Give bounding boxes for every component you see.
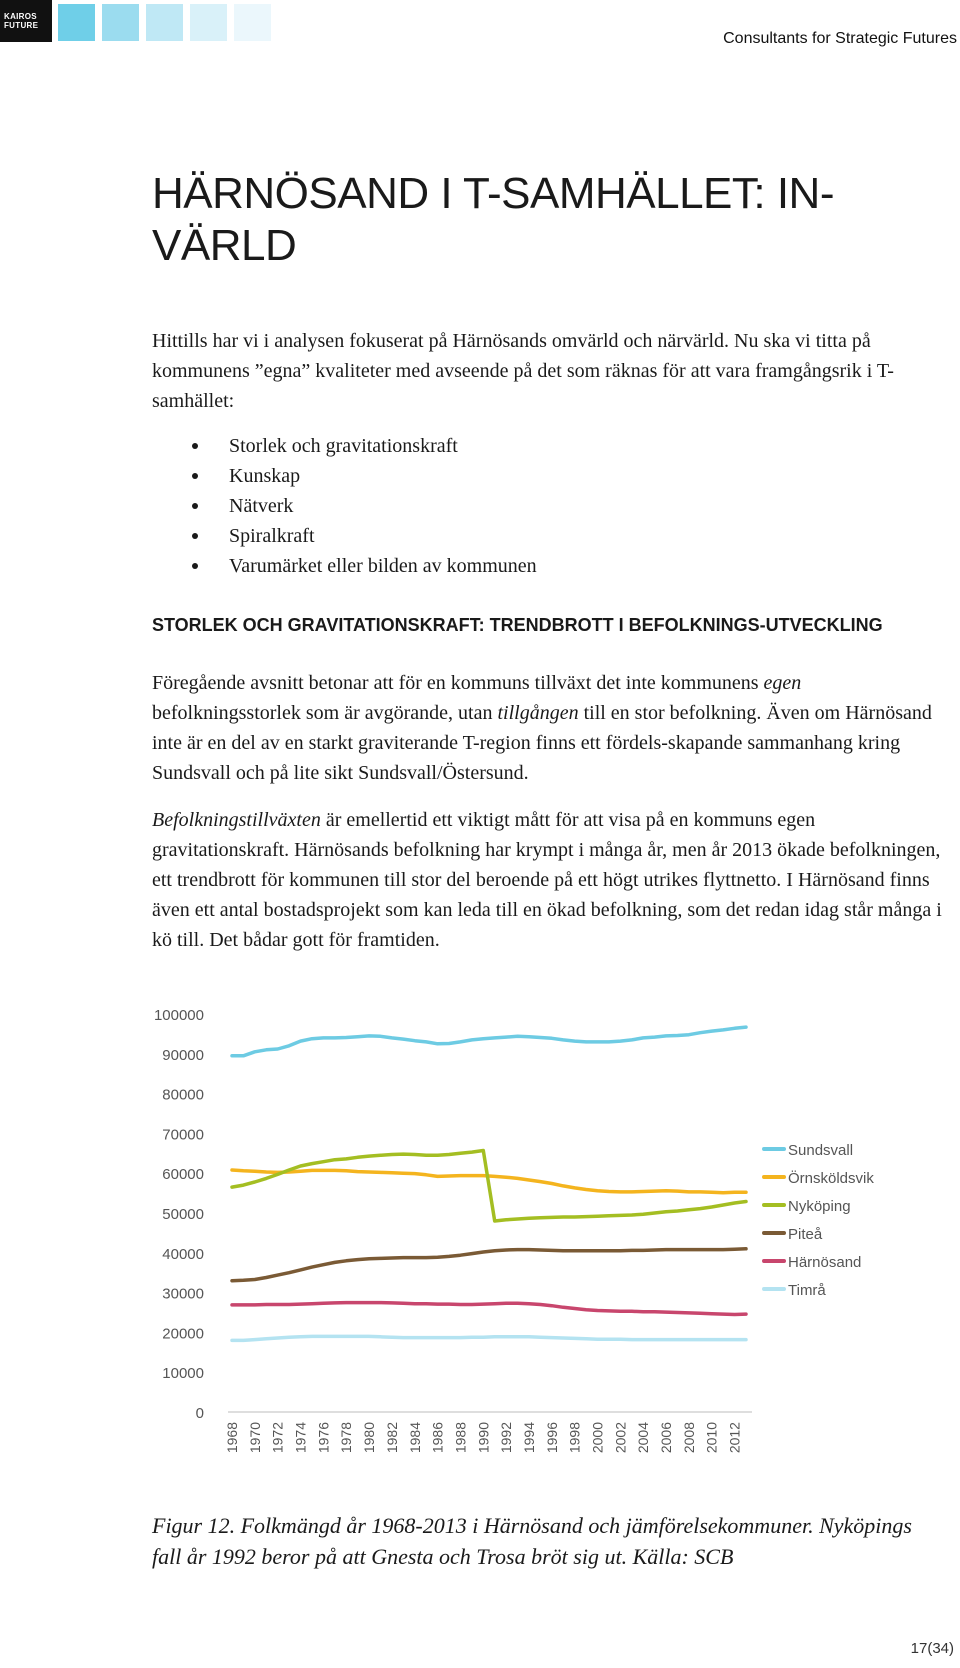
figure-caption: Figur 12. Folkmängd år 1968-2013 i Härnösand och jämförelsekommuner. Nyköpings fall år 1992 beror på att Gnesta och Trosa bröt sig ut. Källa: SCB bbox=[152, 1513, 912, 1569]
section-heading: STORLEK OCH GRAVITATIONSKRAFT: TRENDBROTT I BEFOLKNINGS-UTVECKLING bbox=[152, 615, 883, 635]
paragraph-1-part-a: Föregående avsnitt betonar att för en kommuns tillväxt det inte kommunens bbox=[152, 672, 764, 694]
bullet-item: Spiralkraft bbox=[152, 521, 537, 551]
legend-label: Härnösand bbox=[788, 1254, 862, 1271]
header-square-3 bbox=[146, 4, 183, 41]
page-title bbox=[152, 168, 912, 272]
bullet-item: Varumärket eller bilden av kommunen bbox=[152, 551, 537, 581]
paragraph-2-emphasis: Befolkningstillväxten bbox=[152, 809, 321, 831]
bullet-item: Nätverk bbox=[152, 491, 537, 521]
legend-label: Sundsvall bbox=[788, 1142, 854, 1159]
y-tick-label: 100000 bbox=[153, 1007, 204, 1024]
bullet-item: Kunskap bbox=[152, 461, 537, 491]
page-number: 17(34) bbox=[910, 1640, 954, 1657]
population-chart bbox=[140, 992, 940, 1492]
logo-line-2: FUTURE bbox=[4, 21, 39, 30]
legend-label: Örnsköldsvik bbox=[788, 1170, 874, 1187]
page-title-line-2: VÄRLD bbox=[152, 221, 297, 270]
y-axis-ticks bbox=[154, 1007, 204, 1422]
bullet-item: Storlek och gravitationskraft bbox=[152, 431, 537, 461]
paragraph-2 bbox=[152, 805, 952, 955]
series-line-nyköping bbox=[232, 1151, 746, 1222]
chart-series-group bbox=[232, 1027, 746, 1340]
x-tick-label: 2008 bbox=[680, 1422, 697, 1454]
y-tick-label: 90000 bbox=[162, 1046, 204, 1064]
header-square-2 bbox=[102, 4, 139, 41]
x-tick-label: 1994 bbox=[520, 1422, 537, 1454]
paragraph-2-rest: är emellertid ett viktigt mått för att visa på en kommuns egen gravitationskraft. Härnösands befolkning har krympt i många år, men år 2013 ökade befolkningen, ett trendbrott för kommunen till stor del beroende på ett högt utrikes flyttnetto. I Härnösand finns även ett antal bostadsprojekt som kan leda till en ökad befolkning, som det redan idag står många i kö till. Det bådar gott för framtiden. bbox=[152, 809, 942, 951]
series-line-sundsvall bbox=[232, 1027, 746, 1056]
x-tick-label: 1974 bbox=[292, 1422, 309, 1454]
x-tick-label: 1976 bbox=[315, 1422, 332, 1454]
y-tick-label: 80000 bbox=[162, 1086, 204, 1104]
legend-label: Timrå bbox=[788, 1282, 826, 1299]
x-tick-label: 2012 bbox=[726, 1422, 743, 1454]
x-tick-label: 2004 bbox=[635, 1422, 652, 1454]
x-tick-label: 1990 bbox=[475, 1422, 492, 1454]
series-line-piteå bbox=[232, 1249, 746, 1281]
y-tick-label: 0 bbox=[195, 1405, 204, 1422]
x-tick-label: 1970 bbox=[246, 1422, 263, 1454]
intro-paragraph: Hittills har vi i analysen fokuserat på Härnösands omvärld och närvärld. Nu ska vi titta på kommunens ”egna” kvaliteter med avseende på det som räknas för att vara framgångsrik i T-samhället: bbox=[152, 330, 894, 412]
header-title: Consultants for Strategic Futures bbox=[723, 30, 957, 47]
x-tick-label: 2002 bbox=[612, 1422, 629, 1454]
x-tick-label: 1988 bbox=[452, 1422, 469, 1454]
header-square-5 bbox=[234, 4, 271, 41]
paragraph-1-emphasis-egen: egen bbox=[763, 672, 802, 694]
x-tick-label: 2010 bbox=[703, 1422, 720, 1454]
x-tick-label: 1978 bbox=[338, 1422, 355, 1454]
logo bbox=[0, 0, 52, 42]
y-tick-label: 60000 bbox=[162, 1166, 204, 1184]
series-line-härnösand bbox=[232, 1303, 746, 1315]
logo-line-1: KAIROS bbox=[4, 12, 37, 21]
bullet-list bbox=[152, 431, 537, 581]
x-tick-label: 1996 bbox=[543, 1422, 560, 1454]
legend-label: Nyköping bbox=[788, 1198, 851, 1215]
legend-label: Piteå bbox=[788, 1226, 823, 1243]
x-tick-label: 1998 bbox=[566, 1422, 583, 1454]
x-tick-label: 1980 bbox=[361, 1422, 378, 1454]
paragraph-1 bbox=[152, 668, 952, 788]
x-tick-label: 1982 bbox=[383, 1422, 400, 1454]
y-tick-label: 30000 bbox=[162, 1285, 204, 1303]
paragraph-1-part-c: till en stor befolkning. Även om Härnösand inte är en del av en starkt graviterande T-region finns ett fördels-skapande sammanhang kring Sundsvall och på lite sikt Sundsvall/Östersund. bbox=[152, 702, 932, 784]
page-title-line-1: HÄRNÖSAND I T-SAMHÄLLET: IN- bbox=[152, 169, 834, 218]
y-tick-label: 50000 bbox=[162, 1206, 204, 1223]
y-tick-label: 40000 bbox=[162, 1245, 204, 1263]
x-tick-label: 2006 bbox=[658, 1422, 675, 1454]
x-tick-label: 2000 bbox=[589, 1422, 606, 1454]
y-tick-label: 20000 bbox=[162, 1325, 204, 1343]
x-tick-label: 1984 bbox=[406, 1422, 423, 1454]
paragraph-1-part-b: befolkningsstorlek som är avgörande, utan bbox=[152, 702, 498, 724]
x-tick-label: 1986 bbox=[429, 1422, 446, 1454]
x-tick-label: 1992 bbox=[498, 1422, 515, 1454]
x-tick-label: 1968 bbox=[224, 1422, 240, 1454]
x-axis-ticks bbox=[224, 1422, 743, 1453]
paragraph-1-emphasis-tillgangen: tillgången bbox=[497, 702, 579, 724]
x-tick-label: 1972 bbox=[269, 1422, 286, 1454]
series-line-timrå bbox=[232, 1336, 746, 1340]
header-square-4 bbox=[190, 4, 227, 41]
y-tick-label: 10000 bbox=[162, 1365, 204, 1383]
header-square-1 bbox=[58, 4, 95, 41]
y-tick-label: 70000 bbox=[162, 1126, 204, 1144]
chart-legend bbox=[764, 1142, 874, 1299]
